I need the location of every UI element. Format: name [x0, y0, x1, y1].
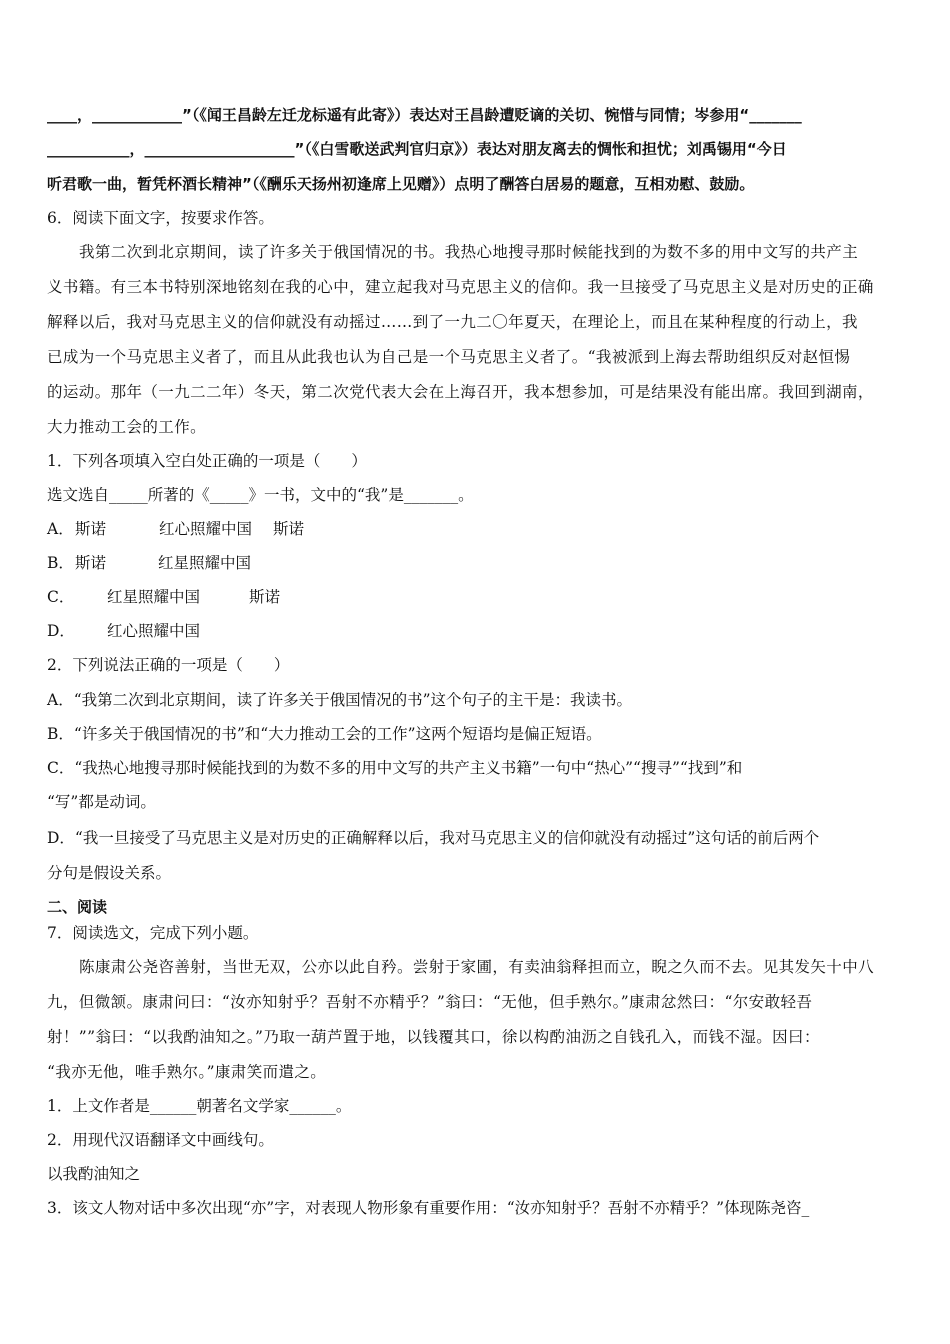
question-6-title: 6．阅读下面文字，按要求作答。 [47, 209, 274, 227]
option-part: 斯诺 [75, 554, 107, 572]
passage-line: “我亦无他，唯手熟尔。”康肃笑而遣之。 [47, 1063, 327, 1081]
option-part: 斯诺 [75, 520, 107, 538]
option-part: 红心照耀中国 [159, 520, 253, 538]
passage-line: 已成为一个马克思主义者了，而且从此我也认为自己是一个马克思主义者了。“我被派到上海去帮助组织反对赵恒惕 [47, 348, 851, 366]
question-line: 3．该文人物对话中多次出现“亦”字，对表现人物形象有重要作用：“汝亦知射乎？吾射不亦精乎？”体现陈尧咨_ [47, 1199, 810, 1217]
choice-line: “写”都是动词。 [47, 793, 156, 811]
question-line: 1．上文作者是______朝著名文学家______。 [47, 1097, 352, 1115]
question-line: 2．用现代汉语翻译文中画线句。 [47, 1131, 274, 1149]
passage-line: 我第二次到北京期间，读了许多关于俄国情况的书。我热心地搜寻那时候能找到的为数不多的用中文写的共产主 [79, 243, 859, 261]
option-b[interactable] [47, 552, 251, 574]
passage-line: 射！””翁曰：“以我酌油知之。”乃取一葫芦置于地，以钱覆其口，徐以构酌油沥之自钱孔入，而钱不湿。因曰： [47, 1028, 820, 1046]
intro-line: ____，____________”（《闻王昌龄左迁龙标遥有此寄》）表达对王昌龄遭贬谪的关切、惋惜与同情；岑参用“_______ [47, 106, 802, 124]
option-part: 红星照耀中国 [158, 554, 252, 572]
choice-line: 分句是假设关系。 [47, 864, 172, 882]
choice-line[interactable]: B．“许多关于俄国情况的书”和“大力推动工会的工作”这两个短语均是偏正短语。 [47, 725, 602, 743]
option-part: 红心照耀中国 [107, 622, 201, 640]
passage-line: 陈康肃公尧咨善射，当世无双，公亦以此自矜。尝射于家圃，有卖油翁释担而立，睨之久而不去。见其发矢十中八 [79, 958, 875, 976]
option-part: 红星照耀中国 [107, 588, 201, 606]
passage-line: 解释以后，我对马克思主义的信仰就没有动摇过……到了一九二〇年夏天，在理论上，而且在某种程度的行动上，我 [47, 313, 858, 331]
choice-line[interactable]: A．“我第二次到北京期间，读了许多关于俄国情况的书”这个句子的主干是：我读书。 [47, 691, 633, 709]
passage-line: 大力推动工会的工作。 [47, 418, 207, 436]
section-heading: 二、阅读 [47, 898, 108, 916]
passage-line: 义书籍。有三本书特别深地铭刻在我的心中，建立起我对马克思主义的信仰。我一旦接受了马克思主义是对历史的正确 [47, 278, 874, 296]
choice-line[interactable]: C．“我热心地搜寻那时候能找到的为数不多的用中文写的共产主义书籍”一句中“热心”“搜寻”“找到”和 [47, 759, 743, 777]
passage-line: 的运动。那年（一九二二年）冬天，第二次党代表大会在上海召开，我本想参加，可是结果没有能出席。我回到湖南， [47, 383, 874, 401]
fill-in-line: 选文选自_____所著的《_____》一书，文中的“我”是_______。 [47, 486, 474, 504]
option-part: 斯诺 [273, 520, 305, 538]
intro-line: ___________，____________________”（《白雪歌送武判官归京》）表达对朋友离去的惆怅和担忧；刘禹锡用“今日 [47, 140, 787, 158]
option-part: 斯诺 [249, 588, 281, 606]
option-d[interactable] [47, 620, 200, 642]
option-label: B． [47, 554, 74, 572]
option-label: C． [47, 588, 75, 606]
option-label: D． [47, 622, 75, 640]
translation-target: 以我酌油知之 [47, 1165, 141, 1183]
choice-line[interactable]: D．“我一旦接受了马克思主义是对历史的正确解释以后，我对马克思主义的信仰就没有动摇过”这句话的前后两个 [47, 829, 820, 847]
option-a[interactable] [47, 518, 304, 540]
option-label: A． [47, 520, 74, 538]
passage-line: 九，但微颔。康肃问曰：“汝亦知射乎？吾射不亦精乎？”翁曰：“无他，但手熟尔。”康肃忿然曰：“尔安敢轻吾 [47, 993, 813, 1011]
sub-question-stem: 2．下列说法正确的一项是（ ） [47, 656, 290, 674]
question-7-title: 7．阅读选文，完成下列小题。 [47, 924, 259, 942]
sub-question-stem: 1．下列各项填入空白处正确的一项是（ ） [47, 452, 367, 470]
option-c[interactable] [47, 586, 280, 608]
intro-line: 听君歌一曲，暂凭杯酒长精神”（《酬乐天扬州初逢席上见赠》）点明了酬答白居易的题意，互相劝慰、鼓励。 [47, 175, 755, 193]
